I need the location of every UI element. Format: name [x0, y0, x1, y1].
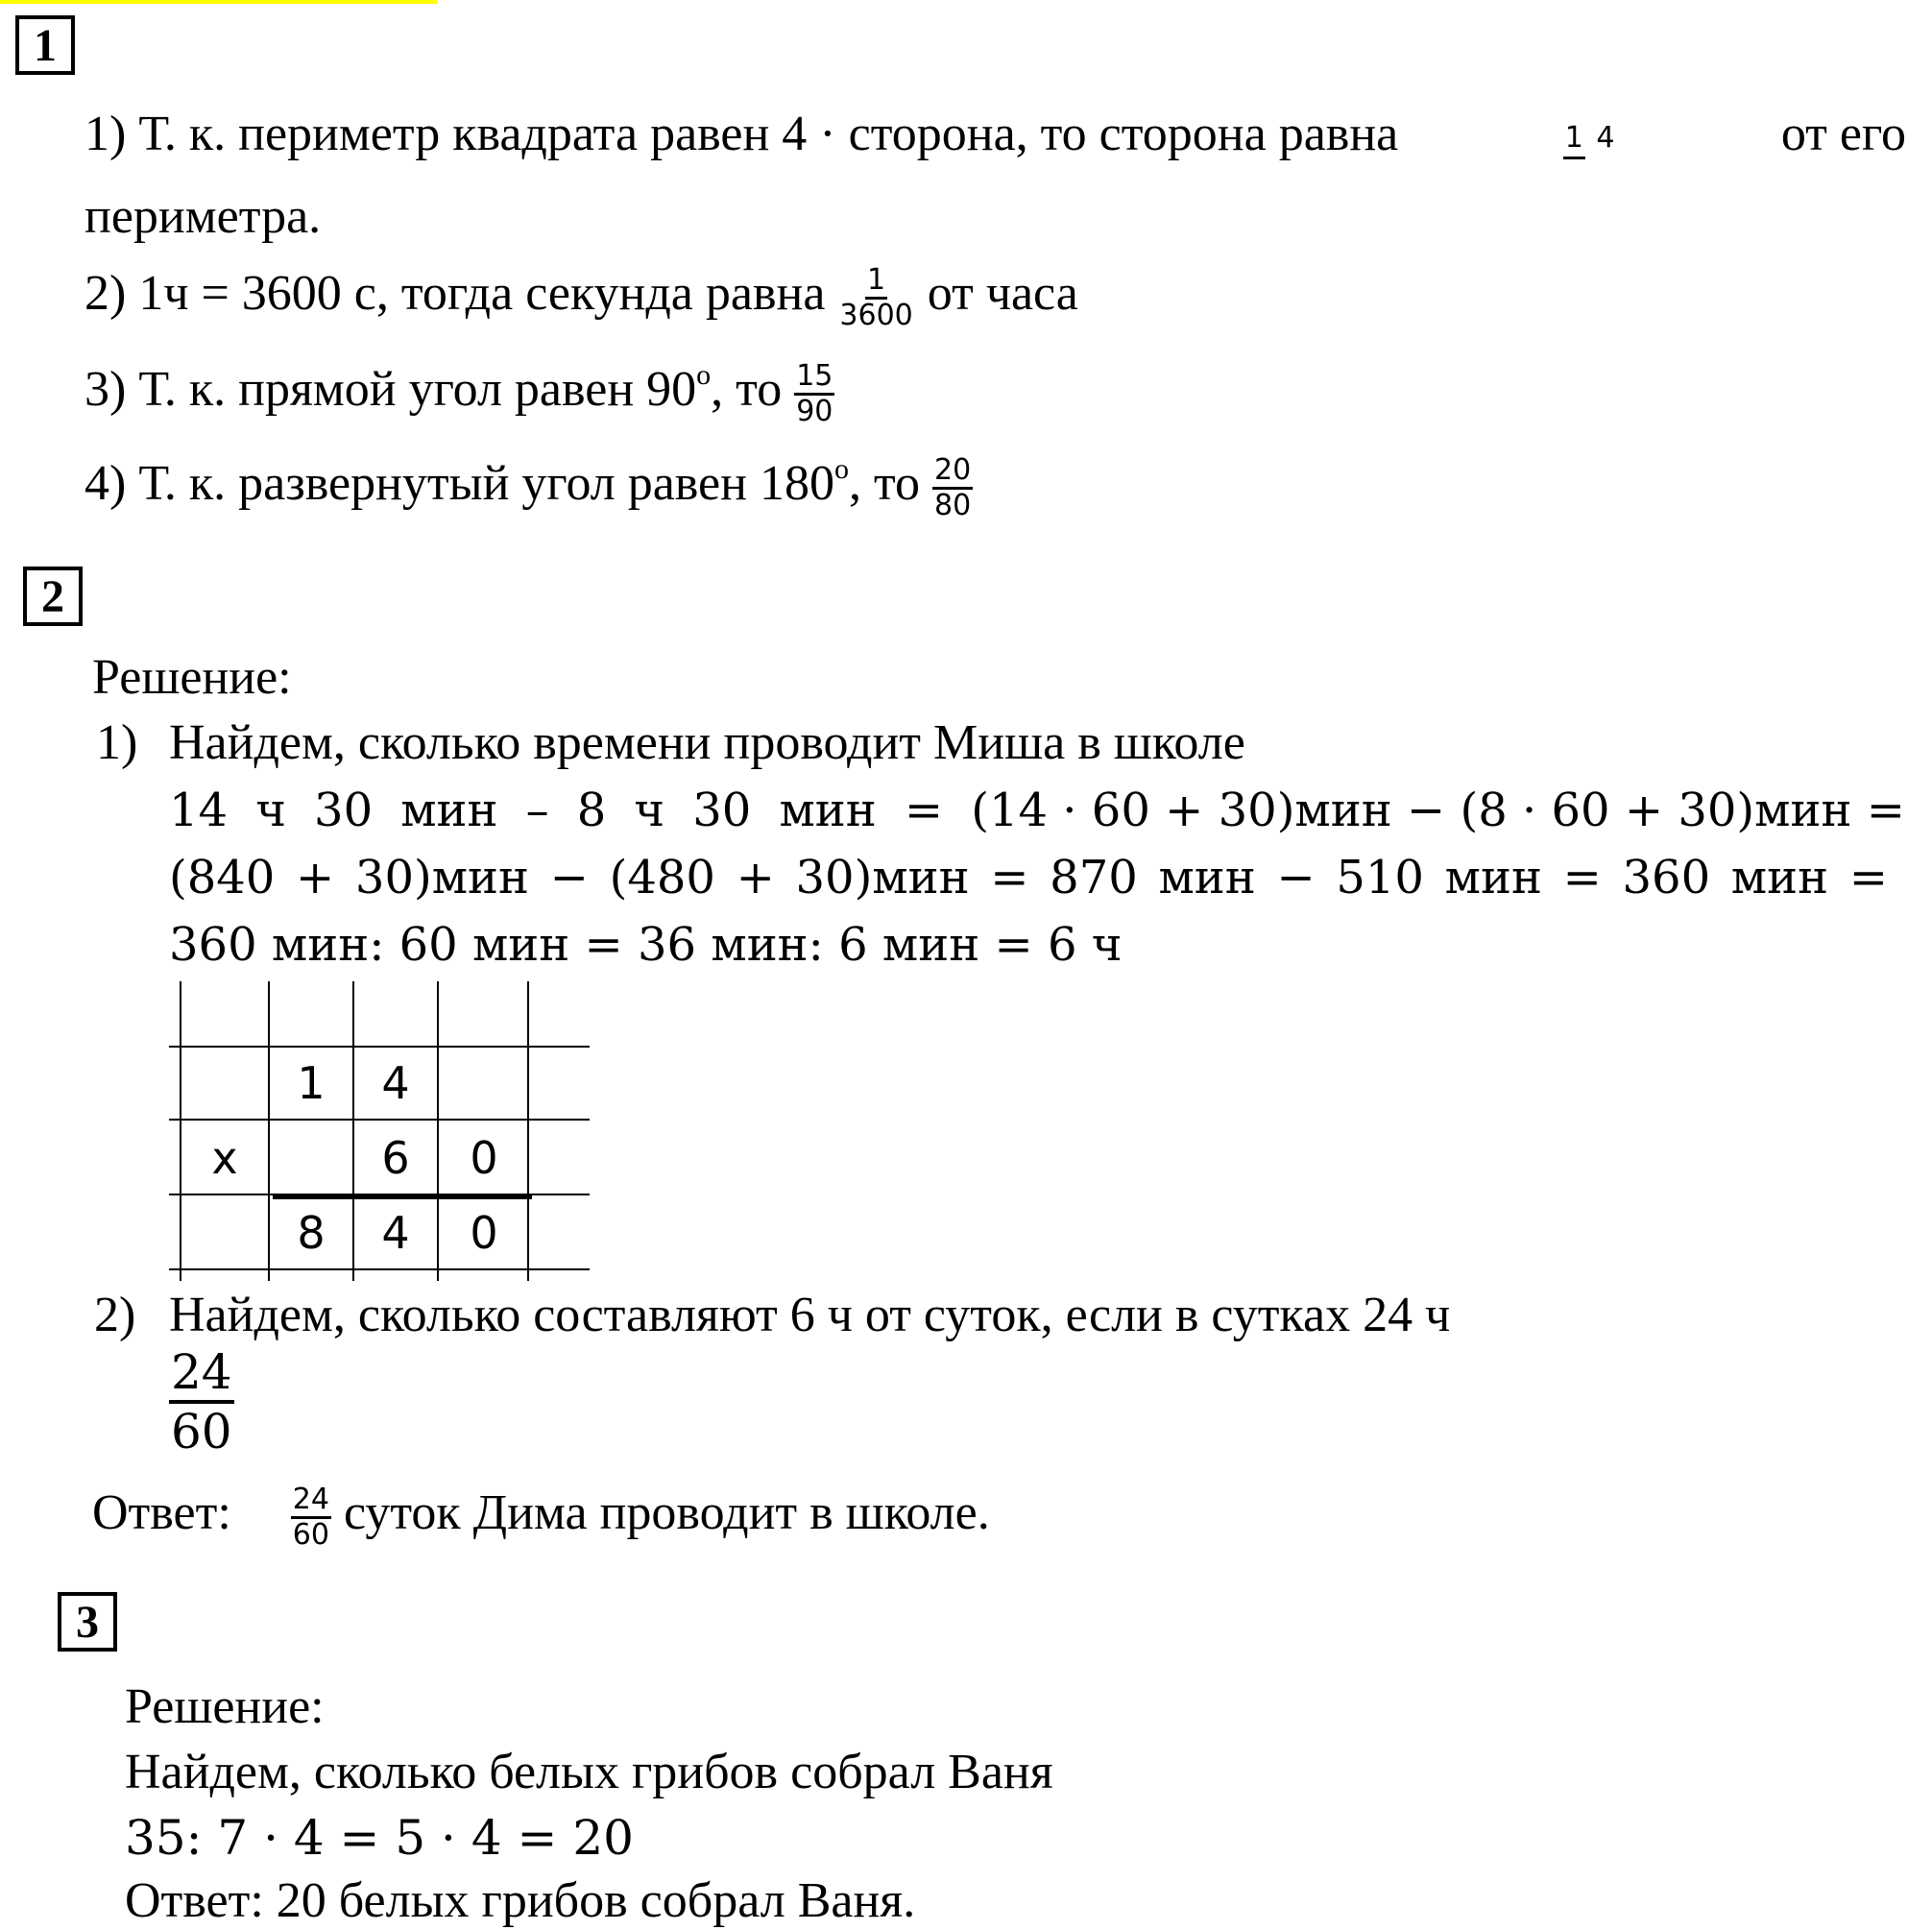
grid-cell: 1: [297, 1057, 326, 1109]
s2-step2-text: Найдем, сколько составляют 6 ч от суток, если в сутках 24 ч: [169, 1288, 1451, 1342]
s1-item1-line2: периметра.: [85, 189, 322, 244]
s3-heading: Решение:: [125, 1679, 325, 1734]
s2-eq3: 360 мин: 60 мин = 36 мин: 6 мин = 6 ч: [169, 918, 1123, 972]
s3-line2: 35: 7 · 4 = 5 · 4 = 20: [125, 1810, 634, 1866]
task-number-2: 2: [23, 567, 83, 626]
grid-cell: 4: [381, 1057, 410, 1109]
s1-item4: 4) Т. к. развернутый угол равен $180^о$, то $\frac{20}{80}$: [85, 452, 972, 522]
s2-step2-label: 2): [94, 1288, 136, 1342]
s2-answer: Ответ: $\frac{24}{60}$ суток Дима проводит в школе.: [92, 1482, 990, 1552]
s2-step1-text: Найдем, сколько времени проводит Миша в школе: [169, 715, 1245, 770]
task-number-3: 3: [58, 1592, 117, 1652]
grid-cell: x: [211, 1132, 238, 1184]
s2-heading: Решение:: [92, 650, 292, 705]
s2-eq1: 14 ч 30 мин – 8 ч 30 мин = (14 · 60 + 30)мин − (8 · 60 + 30)мин =: [169, 784, 1905, 837]
fraction-20-80: $\frac{20}{80}$: [934, 452, 972, 522]
s1-item1-text: 1) Т. к. периметр квадрата равен 4 · сторона, то сторона равна: [85, 107, 1399, 161]
fraction-1-3600: $\frac{1}{3600}$: [839, 262, 913, 332]
fraction-15-90: $\frac{15}{90}$: [796, 358, 833, 428]
grid-cell: 4: [381, 1207, 410, 1259]
grid-cell: 0: [470, 1132, 498, 1184]
s1-item1-text-end: от его: [1780, 107, 1907, 161]
grid-cell: 8: [297, 1207, 326, 1259]
fraction-24-60-large: $\frac{24}{60}$: [171, 1344, 232, 1460]
s1-item2: 2) 1ч = 3600 с, тогда секунда равна $\frac{1}{3600}$ от часа: [85, 262, 1078, 332]
s3-line1: Найдем, сколько белых грибов собрал Ваня: [125, 1745, 1053, 1799]
fraction-24-60: $\frac{24}{60}$: [292, 1482, 329, 1552]
s2-eq2: (840 + 30)мин − (480 + 30)мин = 870 мин − 510 мин = 360 мин =: [169, 851, 1888, 905]
grid-cell: 0: [470, 1207, 498, 1259]
s2-step1-label: 1): [96, 715, 138, 770]
s1-item3: 3) Т. к. прямой угол равен $90^о$, то $\frac{15}{90}$: [85, 358, 833, 428]
task-number-1: 1: [15, 15, 75, 75]
s3-answer: Ответ: 20 белых грибов собрал Ваня.: [125, 1873, 916, 1928]
grid-cell: 6: [381, 1132, 410, 1184]
fraction-1-4: 1 4: [1563, 124, 1617, 153]
